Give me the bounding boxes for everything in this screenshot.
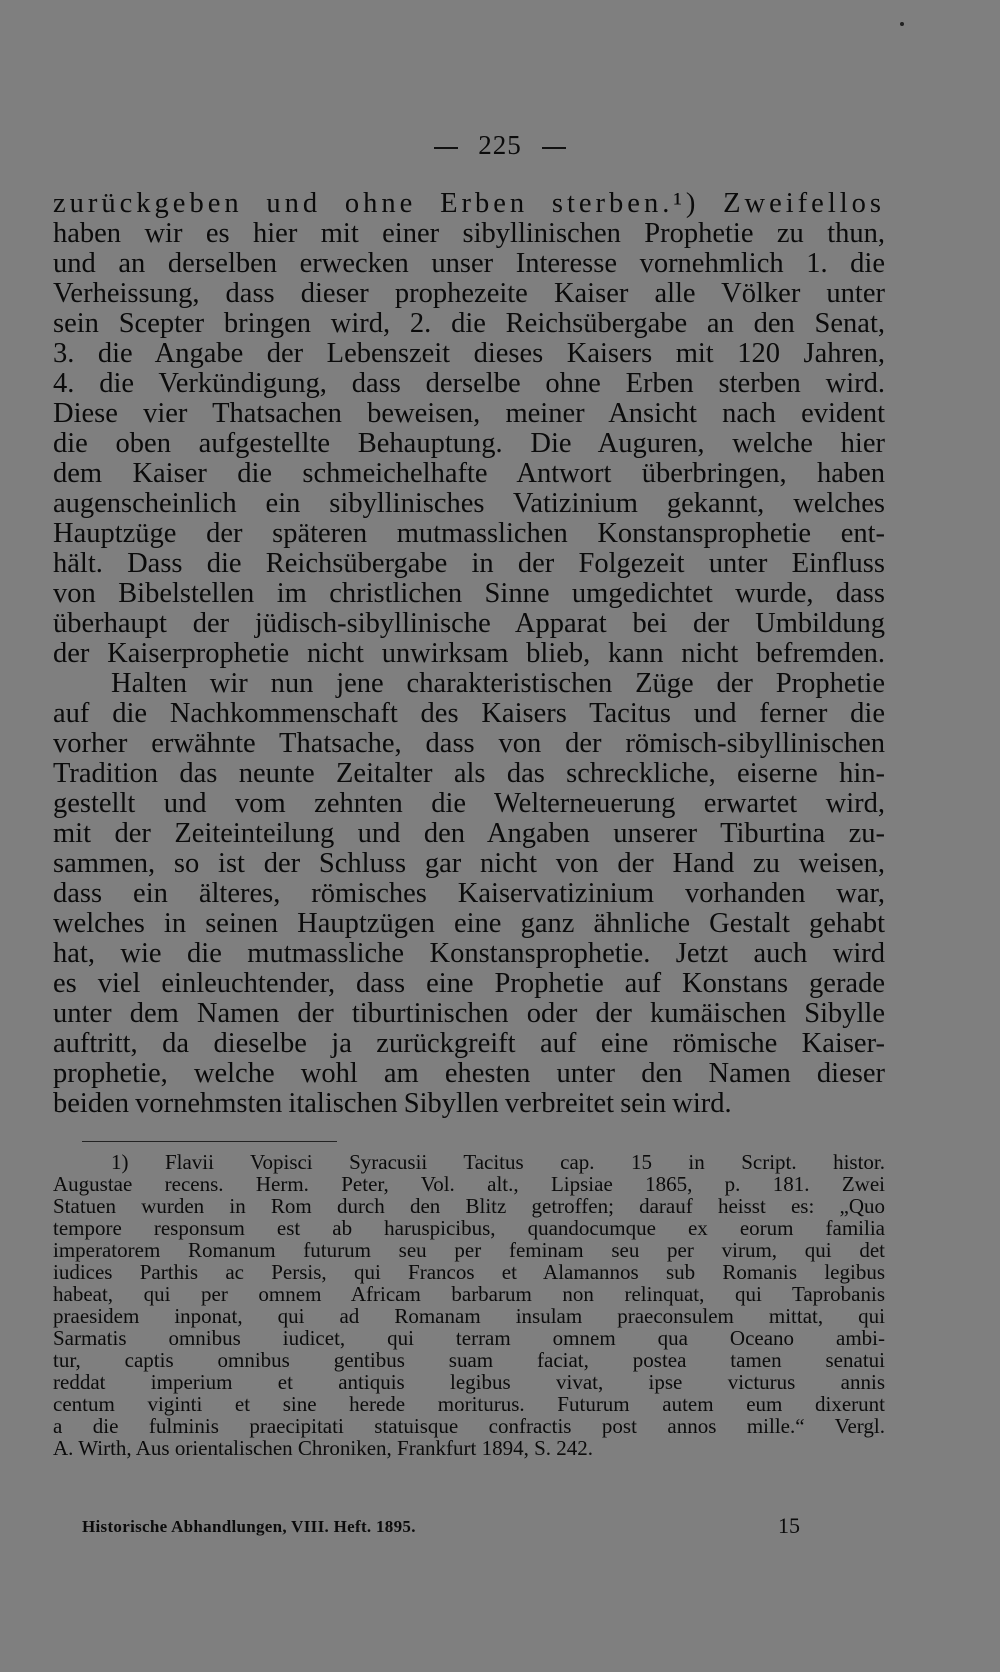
body-line: Verheissung, dass dieser prophezeite Kaiser alle Völker unter (53, 278, 885, 309)
body-line: zurückgeben und ohne Erben sterben.¹) Zweifellos (53, 188, 885, 219)
signature-mark: 15 (778, 1513, 800, 1538)
body-line: vorher erwähnte Thatsache, dass von der römisch-sibyllinischen (53, 728, 885, 759)
footnote-line: praesidem inponat, qui ad Romanam insulam praeconsulem mittat, qui (53, 1304, 885, 1328)
footnote-line: a die fulminis praecipitati statuisque confractis post annos mille.“ Vergl. (53, 1414, 885, 1438)
footnote-line: tempore responsum est ab haruspicibus, quandocumque ex eorum familia (53, 1216, 885, 1240)
page-number-text: 225 (478, 130, 522, 160)
body-line: dem Kaiser die schmeichelhafte Antwort überbringen, haben (53, 458, 885, 489)
footnote-line: Augustae recens. Herm. Peter, Vol. alt., Lipsiae 1865, p. 181. Zwei (53, 1172, 885, 1196)
footnote-line: imperatorem Romanum futurum seu per feminam seu per virum, qui det (53, 1238, 885, 1262)
page-number (0, 130, 1000, 161)
body-line: Tradition das neunte Zeitalter als das schreckliche, eiserne hin- (53, 758, 885, 789)
body-line: 4. die Verkündigung, dass derselbe ohne Erben sterben wird. (53, 368, 885, 399)
footnote-line: Sarmatis omnibus iudicet, qui terram omnem qua Oceano ambi- (53, 1326, 885, 1350)
footnote-line: centum viginti et sine herede moriturus. Futurum autem eum dixerunt (53, 1392, 885, 1416)
body-line: 3. die Angabe der Lebenszeit dieses Kaisers mit 120 Jahren, (53, 338, 885, 369)
body-line: mit der Zeiteinteilung und den Angaben unserer Tiburtina zu- (53, 818, 885, 849)
body-line: Diese vier Thatsachen beweisen, meiner Ansicht nach evident (53, 398, 885, 429)
body-line: auf die Nachkommenschaft des Kaisers Tacitus und ferner die (53, 698, 885, 729)
body-line: auftritt, da dieselbe ja zurückgreift auf eine römische Kaiser- (53, 1028, 885, 1059)
body-line: augenscheinlich ein sibyllinisches Vatizinium gekannt, welches (53, 488, 885, 519)
footnote-line: 1) Flavii Vopisci Syracusii Tacitus cap. 15 in Script. histor. (111, 1150, 885, 1174)
footnote-line: habeat, qui per omnem Africam barbarum non relinquat, qui Taprobanis (53, 1282, 885, 1306)
journal-footer: Historische Abhandlungen, VIII. Heft. 1895. (82, 1517, 416, 1536)
body-line: welches in seinen Hauptzügen eine ganz ähnliche Gestalt gehabt (53, 908, 885, 939)
body-line: dass ein älteres, römisches Kaiservatizinium vorhanden war, (53, 878, 885, 909)
body-line: Halten wir nun jene charakteristischen Züge der Prophetie (111, 668, 885, 699)
body-line: Hauptzüge der späteren mutmasslichen Konstansprophetie ent- (53, 518, 885, 549)
footnote-line: reddat imperium et antiquis legibus vivat, ipse victurus annis (53, 1370, 885, 1394)
footnote-rule (82, 1141, 337, 1142)
body-line: sammen, so ist der Schluss gar nicht von der Hand zu weisen, (53, 848, 885, 879)
body-line: es viel einleuchtender, dass eine Prophetie auf Konstans gerade (53, 968, 885, 999)
footnote-line: iudices Parthis ac Persis, qui Francos et Alamannos sub Romanis legibus (53, 1260, 885, 1284)
body-line: hält. Dass die Reichsübergabe in der Folgezeit unter Einfluss (53, 548, 885, 579)
body-line: hat, wie die mutmassliche Konstansprophetie. Jetzt auch wird (53, 938, 885, 969)
body-line: überhaupt der jüdisch-sibyllinische Apparat bei der Umbildung (53, 608, 885, 639)
body-line: unter dem Namen der tiburtinischen oder der kumäischen Sibylle (53, 998, 885, 1029)
body-line: die oben aufgestellte Behauptung. Die Auguren, welche hier (53, 428, 885, 459)
body-line: der Kaiserprophetie nicht unwirksam blieb, kann nicht befremden. (53, 638, 885, 669)
dash-right (542, 147, 566, 149)
body-line: von Bibelstellen im christlichen Sinne umgedichtet wurde, dass (53, 578, 885, 609)
body-line: gestellt und vom zehnten die Welterneuerung erwartet wird, (53, 788, 885, 819)
footnote-line: Statuen wurden in Rom durch den Blitz getroffen; darauf heisst es: „Quo (53, 1194, 885, 1218)
body-line: haben wir es hier mit einer sibyllinischen Prophetie zu thun, (53, 218, 885, 249)
ink-speck (900, 22, 904, 26)
body-line: prophetie, welche wohl am ehesten unter den Namen dieser (53, 1058, 885, 1089)
footnote-line: A. Wirth, Aus orientalischen Chroniken, Frankfurt 1894, S. 242. (53, 1436, 594, 1460)
body-line: und an derselben erwecken unser Interesse vornehmlich 1. die (53, 248, 885, 279)
dash-left (434, 147, 458, 149)
body-line: sein Scepter bringen wird, 2. die Reichsübergabe an den Senat, (53, 308, 885, 339)
body-line: beiden vornehmsten italischen Sibyllen verbreitet sein wird. (53, 1088, 732, 1119)
footnote-line: tur, captis omnibus gentibus suam faciat, postea tamen senatui (53, 1348, 885, 1372)
